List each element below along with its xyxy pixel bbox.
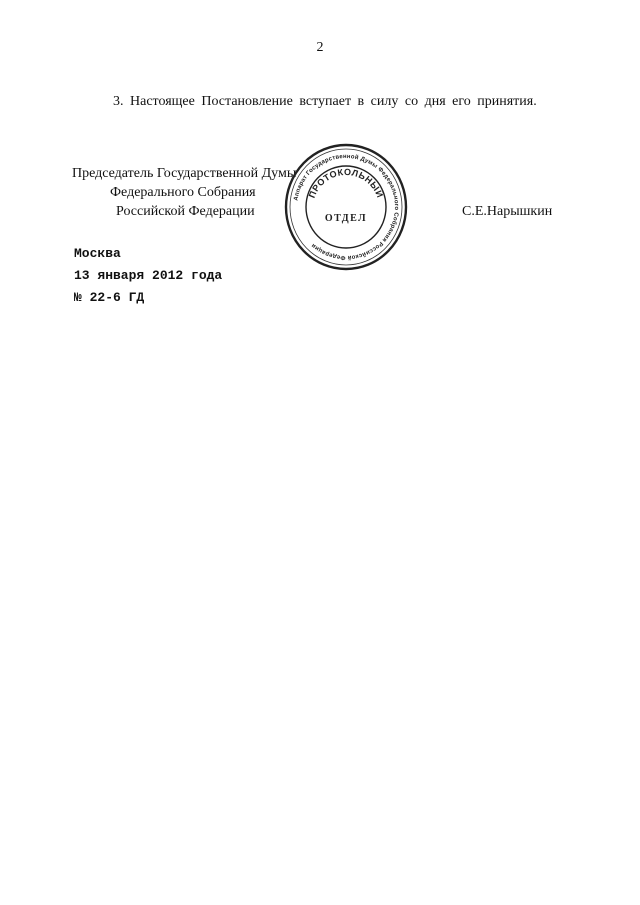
svg-text:ПРОТОКОЛЬНЫЙ — [307, 167, 386, 199]
seal-outer-text: Аппарат Государственной Думы Федерального Собрания Российской Федерации — [293, 153, 400, 261]
signatory-title-line-2: Федерального Собрания — [110, 185, 256, 200]
signer-name: С.Е.Нарышкин — [462, 204, 553, 219]
page-number: 2 — [316, 40, 324, 55]
seal-center-top: ПРОТОКОЛЬНЫЙ — [306, 166, 386, 200]
signatory-title-line-3: Российской Федерации — [116, 204, 255, 219]
signatory-title-line-1: Председатель Государственной Думы — [72, 166, 297, 181]
seal-center-bottom: ОТДЕЛ — [324, 213, 368, 224]
document-date: 13 января 2012 года — [74, 268, 223, 283]
official-seal-stamp — [283, 142, 409, 272]
document-city: Москва — [74, 246, 121, 261]
document-number: № 22-6 ГД — [74, 290, 145, 305]
clause-text: 3. Настоящее Постановление вступает в силу со дня его принятия. — [113, 94, 537, 109]
